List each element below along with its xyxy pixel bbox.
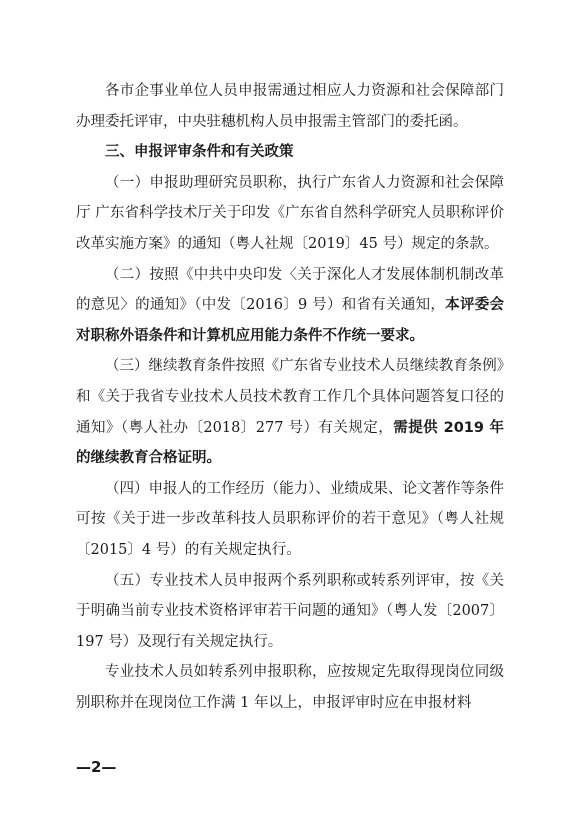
paragraph-item-3-emphasis: 需提供 2019 年的继续教育合格证明。 bbox=[76, 419, 505, 467]
page-number: —2— bbox=[76, 758, 117, 776]
paragraph-item-1: （一）申报助理研究员职称，执行广东省人力资源和社会保障厅 广东省科学技术厅关于印发《广东省自然科学研究人员职称评价改革实施方案》的通知（粤人社规〔2019〕45 号）规定的条款。 bbox=[76, 174, 504, 252]
paragraph-item-2-emphasis: 本评委会对职称外语条件和计算机应用能力条件不作统一要求。 bbox=[76, 297, 505, 344]
paragraph-transfer: 专业技术人员如转系列申报职称，应按规定先取得现岗位同级别职称并在现岗位工作满 1 年以上，申报评审时应在申报材料 bbox=[76, 664, 504, 711]
paragraph-item-4: （四）申报人的工作经历（能力）、业绩成果、论文著作等条件可按《关于进一步改革科技人员职称评价的若干意见》（粤人社规〔2015〕4 号）的有关规定执行。 bbox=[76, 480, 504, 558]
paragraph-item-3 bbox=[76, 351, 504, 473]
paragraph-item-3-text: （三）继续教育条件按照《广东省专业技术人员继续教育条例》和《关于我省专业技术人员技术教育工作几个具体问题答复口径的通知》（粤人社办〔2018〕277 号）有关规定， bbox=[76, 358, 504, 436]
paragraph-entrustment: 各市企事业单位人员申报需通过相应人力资源和社会保障部门办理委托评审，中央驻穗机构人员申报需主管部门的委托函。 bbox=[76, 83, 504, 130]
paragraph-item-2 bbox=[76, 260, 504, 352]
paragraph-item-5: （五）专业技术人员申报两个系列职称或转系列评审，按《关于明确当前专业技术资格评审若干问题的通知》（粤人发〔2007〕197 号）及现行有关规定执行。 bbox=[76, 572, 504, 650]
paragraph-item-2-text: （二）按照《中共中央印发〈关于深化人才发展体制机制改革的意见〉的通知》（中发〔2016〕9 号）和省有关通知， bbox=[76, 266, 504, 314]
document-body bbox=[76, 76, 504, 718]
section-heading: 三、申报评审条件和有关政策 bbox=[105, 144, 294, 161]
